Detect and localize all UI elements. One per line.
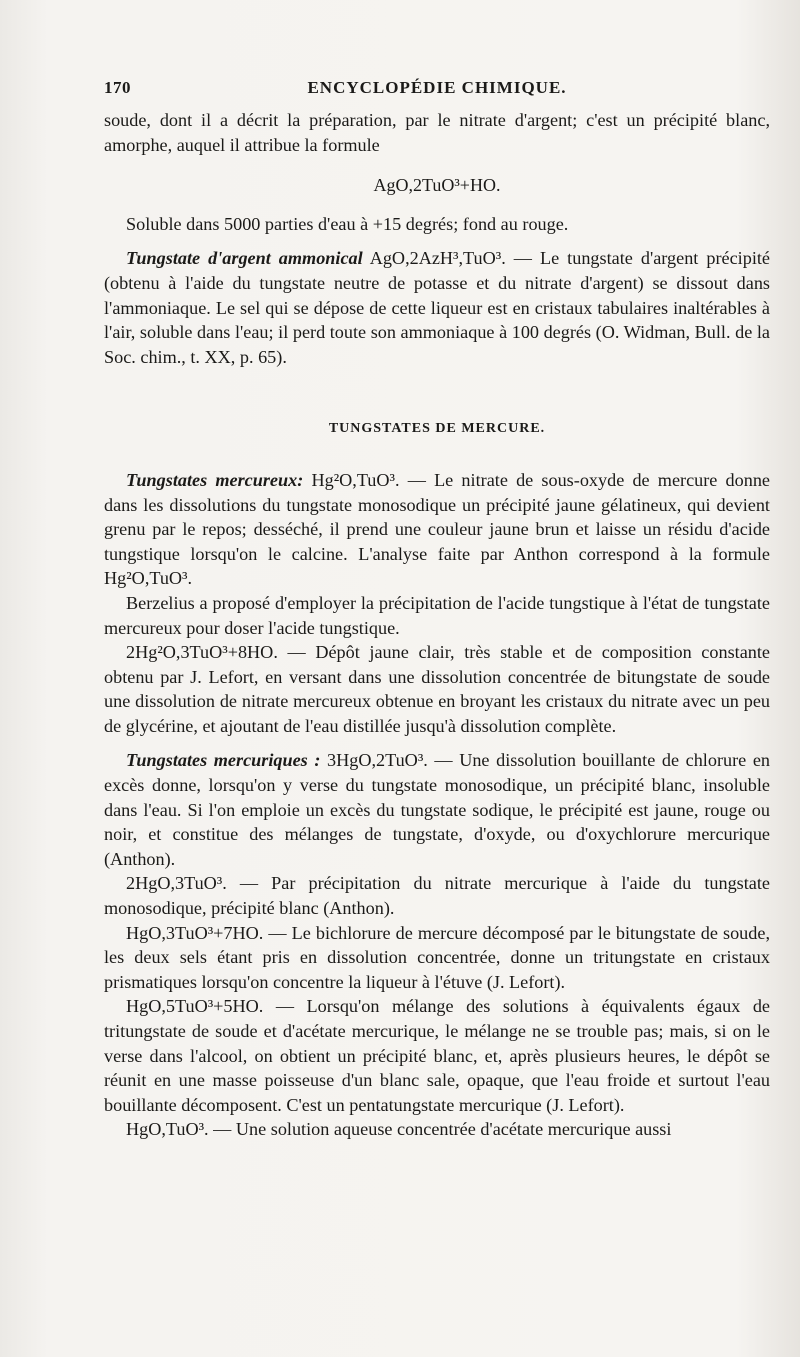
paragraph-solubility: Soluble dans 5000 parties d'eau à +15 degrés; fond au rouge.	[126, 213, 569, 234]
text-mercuric-tungstates: 3HgO,2TuO³. — Une dissolution bouillante de chlorure en excès donne, lorsqu'on y verse du tungstate monosodique, un précipité blanc, insoluble dans l'eau. Si l'on emploie un excès du tungstate sodique, le précipité est jaune, rouge ou noir, et constitue des mélanges de tungstate, d'oxyde, ou d'oxychlorure mercurique (Anthon).	[104, 750, 770, 869]
paragraph-pentatungstate: HgO,5TuO³+5HO. — Lorsqu'on mélange des solutions à équivalents égaux de tritungstate de soude et d'acétate mercurique, le mélange ne se trouble pas; mais, si on le verse dans l'alcool, on obtient un précipité blanc, et, après plusieurs heures, le dépôt se réunit en une masse poisseuse d'un blanc sale, opaque, que l'eau froide et surtout l'eau bouillante décomposent. C'est un pentatungstate mercurique (J. Lefort).	[104, 996, 770, 1115]
lead-ammoniacal-silver-tungstate: Tungstate d'argent ammonical	[126, 248, 363, 269]
paragraph-mercuric-nitrate: 2HgO,3TuO³. — Par précipitation du nitrate mercurique à l'aide du tungstate monosodique, précipité blanc (Anthon).	[104, 873, 770, 919]
paragraph-berzelius: Berzelius a proposé d'employer la précipitation de l'acide tungstique à l'état de tungstate mercureux pour doser l'acide tungstique.	[104, 592, 770, 638]
page-body	[104, 108, 770, 1142]
text-ammoniacal-silver-tungstate: AgO,2AzH³,TuO³. — Le tungstate d'argent précipité (obtenu à l'aide du tungstate neutre de potasse et du nitrate d'argent) se dissout dans l'ammoniaque. Le sel qui se dépose de cette liqueur est en cristaux tabulaires inaltérables à l'air, soluble dans l'eau; il perd toute son ammoniaque à 100 degrés (O. Widman, Bull. de la Soc. chim., t. XX, p. 65).	[104, 248, 770, 367]
paragraph-ammoniacal-silver-tungstate	[104, 246, 770, 369]
page-number: 170	[104, 78, 131, 97]
paragraph-tritungstate: HgO,3TuO³+7HO. — Le bichlorure de mercure décomposé par le bitungstate de soude, les deux sels étant pris en dissolution concentrée, donne un tritungstate en cristaux prismatiques lorsqu'on concentre la liqueur à l'étuve (J. Lefort).	[104, 922, 770, 992]
spacer	[104, 236, 770, 246]
paragraph-continuation: soude, dont il a décrit la préparation, par le nitrate d'argent; c'est un précipité blanc, amorphe, auquel il attribue la formule	[104, 110, 770, 155]
lead-mercurous-tungstates: Tungstates mercureux:	[126, 469, 304, 490]
spacer	[104, 738, 770, 748]
paragraph-mercuric-acetate: HgO,TuO³. — Une solution aqueuse concentrée d'acétate mercurique aussi	[126, 1119, 672, 1140]
running-title: ENCYCLOPÉDIE CHIMIQUE.	[307, 78, 567, 97]
paragraph-lefort-mercurous: 2Hg²O,3TuO³+8HO. — Dépôt jaune clair, très stable et de composition constante obtenu par J. Lefort, en versant dans une dissolution concentrée de bitungstate de soude une dissolution de nitrate mercureux obtenue en broyant les cristaux du nitrate avec un peu de glycérine, et ajoutant de l'eau distillée jusqu'à dissolution complète.	[104, 642, 770, 736]
text-mercurous-tungstates: Hg²O,TuO³. — Le nitrate de sous-oxyde de mercure donne dans les dissolutions du tungstate monosodique un précipité jaune gélatineux, qui devient grenu par le repos; desséché, il prend une couleur jaune brun et laisse un résidu d'acide tungstique lorsqu'on le calcine. L'analyse faite par Anthon correspond à la formule Hg²O,TuO³.	[104, 469, 770, 589]
paragraph-mercuric-tungstates	[104, 748, 770, 871]
section-heading: TUNGSTATES DE MERCURE.	[328, 421, 546, 437]
page-header	[104, 78, 770, 102]
formula-silver-tungstate: AgO,2TuO³+HO.	[373, 175, 501, 196]
lead-mercuric-tungstates: Tungstates mercuriques :	[126, 750, 321, 771]
paragraph-mercurous-tungstates	[104, 468, 770, 591]
